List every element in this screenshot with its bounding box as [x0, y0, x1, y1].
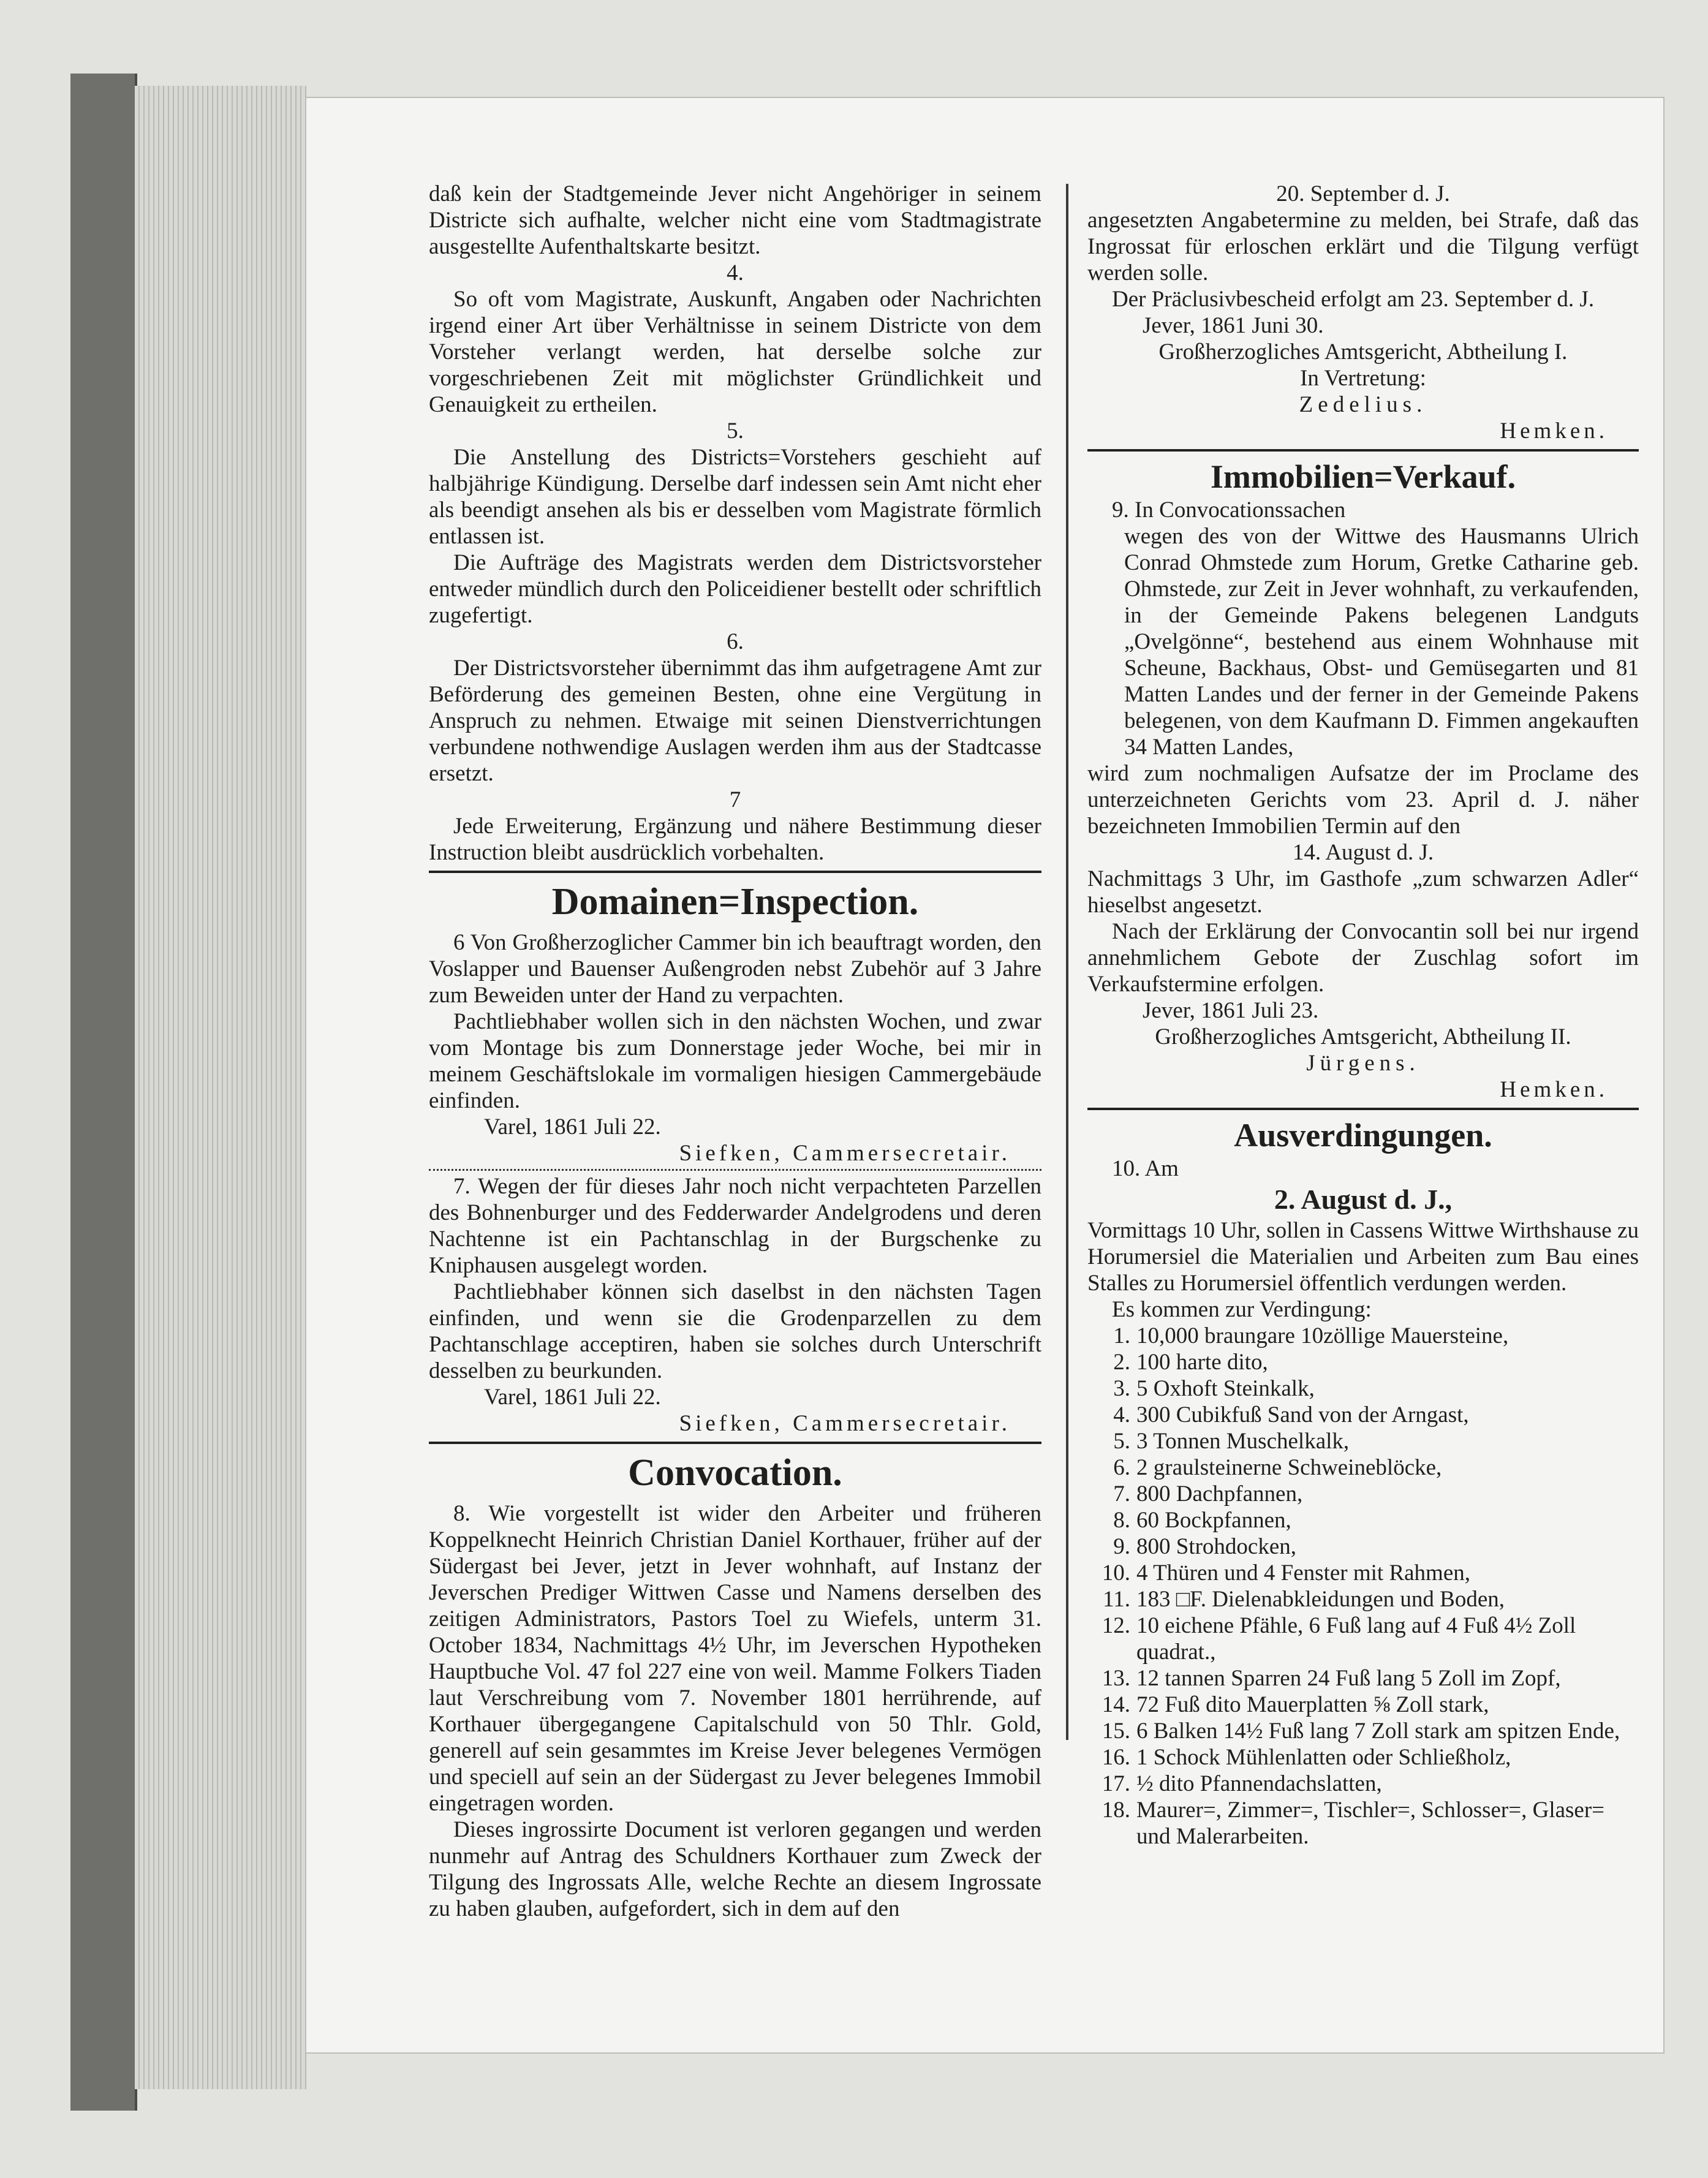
paragraph: angesetzten Angabetermine zu melden, bei Strafe, daß das Ingrossat für erloschen erklärt und die Tilgung verfügt werden solle.: [1087, 208, 1639, 285]
list-item: [1087, 1797, 1639, 1850]
item-text: ½ dito Pfannendachslatten,: [1136, 1771, 1382, 1796]
page-edges: [135, 86, 306, 2089]
item-text: 4 Thüren und 4 Fenster mit Rahmen,: [1136, 1560, 1470, 1586]
paragraph: 9. In Convocationssachen: [1112, 497, 1346, 523]
representation-note: In Vertretung:: [1300, 366, 1426, 391]
list-item: [1087, 1402, 1639, 1428]
list-item: [1087, 1533, 1639, 1560]
paragraph: Pachtliebhaber können sich daselbst in den nächsten Tagen einfinden, und wenn sie die Grodenparzellen zu dem Pachtanschlage acceptiren, haben sie solches durch Unterschrift desselben zu beurkunden.: [429, 1279, 1041, 1383]
place-date: Varel, 1861 Juli 22.: [484, 1114, 661, 1140]
list-item: [1087, 1507, 1639, 1533]
item-number: 12.: [1102, 1613, 1130, 1638]
section-rule: [1087, 449, 1639, 452]
paragraph: 7. Wegen der für dieses Jahr noch nicht verpachteten Parzellen des Bohnenburger und des Fedderwarder Andelgrodens und deren Nachtenne ist ein Pachtanschlag in der Burgschenke zu Kniphausen ausgelegt worden.: [429, 1174, 1041, 1278]
item-number: 10.: [1102, 1560, 1130, 1586]
item-number: 1.: [1113, 1323, 1130, 1348]
item-text: 183 □F. Dielenabkleidungen und Boden,: [1136, 1587, 1505, 1612]
column-divider: [1066, 184, 1068, 1740]
item-number: 2.: [1113, 1350, 1130, 1375]
dotted-rule: [429, 1169, 1041, 1171]
paragraph: Vormittags 10 Uhr, sollen in Cassens Wittwe Wirthshause zu Horumersiel die Materialien und Arbeiten zum Bau eines Stalles zu Horumersiel öffentlich verdungen werden.: [1087, 1218, 1639, 1296]
place-date: Jever, 1861 Juli 23.: [1143, 998, 1319, 1023]
list-item: [1087, 1323, 1639, 1349]
section-number: 6.: [727, 629, 744, 654]
place-date: Jever, 1861 Juni 30.: [1143, 313, 1324, 338]
list-item: [1087, 1560, 1639, 1586]
item-text: 2 graulsteinerne Schweineblöcke,: [1136, 1455, 1442, 1480]
paragraph: Es kommen zur Verdingung:: [1112, 1297, 1372, 1322]
item-text: 300 Cubikfuß Sand von der Arngast,: [1136, 1402, 1469, 1427]
list-item: [1087, 1692, 1639, 1718]
item-number: 5.: [1113, 1429, 1130, 1454]
list-item: [1087, 1771, 1639, 1797]
section-heading: Domainen=Inspection.: [551, 881, 919, 923]
item-number: 17.: [1102, 1771, 1130, 1796]
item-text: 800 Dachpfannen,: [1136, 1481, 1303, 1507]
left-column: [429, 181, 1041, 1922]
list-item: [1087, 1613, 1639, 1665]
term-date: 20. September d. J.: [1276, 181, 1450, 206]
item-number: 8.: [1113, 1508, 1130, 1533]
right-column: [1087, 181, 1639, 1850]
paragraph: Die Aufträge des Magistrats werden dem Districtsvorsteher entweder mündlich durch den Policeidiener bestellt oder schriftlich zugefertigt.: [429, 550, 1041, 628]
item-number: 18.: [1102, 1798, 1130, 1823]
section-rule: [1087, 1108, 1639, 1110]
place-date: Varel, 1861 Juli 22.: [484, 1385, 661, 1410]
paragraph: Nachmittags 3 Uhr, im Gasthofe „zum schwarzen Adler“ hieselbst angesetzt.: [1087, 866, 1639, 918]
item-number: 4.: [1113, 1402, 1130, 1427]
list-item: [1087, 1428, 1639, 1454]
paragraph: Die Anstellung des Districts=Vorstehers geschieht auf halbjährige Kündigung. Derselbe darf indessen sein Amt nicht eher als beendigt ansehen als bis er desselben vom Magistrate förmlich entlassen ist.: [429, 445, 1041, 549]
item-text: 60 Bockpfannen,: [1136, 1508, 1291, 1533]
signature: Jürgens.: [1306, 1051, 1420, 1076]
item-text: 72 Fuß dito Mauerplatten ⅝ Zoll stark,: [1136, 1692, 1489, 1717]
paragraph: 6 Von Großherzoglicher Cammer bin ich beauftragt worden, den Voslapper und Bauenser Außengroden nebst Zubehör auf 3 Jahre zum Beweiden unter der Hand zu verpachten.: [429, 930, 1041, 1008]
item-list: [1087, 1323, 1639, 1850]
signature: Hemken.: [1500, 418, 1608, 444]
paragraph: Pachtliebhaber wollen sich in den nächsten Wochen, und zwar vom Montage bis zum Donnerstage jeder Woche, bei mir in meinem Geschäftslokale im vormaligen hiesigen Cammergebäude einfinden.: [429, 1009, 1041, 1113]
item-text: 1 Schock Mühlenlatten oder Schließholz,: [1136, 1745, 1511, 1770]
item-text: 6 Balken 14½ Fuß lang 7 Zoll stark am spitzen Ende,: [1136, 1719, 1620, 1744]
item-number: 6.: [1113, 1455, 1130, 1480]
item-number: 13.: [1102, 1666, 1130, 1691]
item-number: 9.: [1113, 1534, 1130, 1559]
signature: Hemken.: [1500, 1077, 1608, 1102]
item-text: 10 eichene Pfähle, 6 Fuß lang auf 4 Fuß 4½ Zoll quadrat.,: [1136, 1613, 1576, 1665]
term-date: 14. August d. J.: [1292, 840, 1434, 865]
item-number: 7.: [1113, 1481, 1130, 1507]
list-item: [1087, 1744, 1639, 1771]
paragraph: 8. Wie vorgestellt ist wider den Arbeiter und früheren Koppelknecht Heinrich Christian Daniel Korthauer, früher auf der Südergast bei Jever, jetzt in Jever wohnhaft, auf Instanz der Jeverschen Prediger Wittwen Casse und Namens derselben des zeitigen Administrators, Pastors Toel zu Wiefels, unterm 31. October 1834, Nachmittags 4½ Uhr, im Jeverschen Hypotheken Hauptbuche Vol. 47 fol 227 eine von weil. Mamme Folkers Tiaden laut Verschreibung vom 7. November 1801 herrührende, auf Korthauer übergegangene Capitalschuld von 50 Thlr. Gold, generell auf sein gesammtes im Kreise Jever belegenes Vermögen und speciell auf sein an der Südergast zu Jever belegenes Immobil eingetragen worden.: [429, 1501, 1041, 1816]
section-heading: Immobilien=Verkauf.: [1210, 458, 1516, 495]
item-number: 16.: [1102, 1745, 1130, 1770]
list-item: [1087, 1718, 1639, 1744]
section-number: 5.: [727, 418, 744, 444]
paragraph: wegen des von der Wittwe des Hausmanns Ulrich Conrad Ohmstede zum Horum, Gretke Catharine geb. Ohmstede, zur Zeit in Jever wohnhaft, zu verkaufenden, in der Gemeinde Pakens belegenen Landguts „Ovelgönne“, bestehend aus einem Wohnhause mit Scheune, Backhaus, Obst- und Gemüsegarten und 81 Matten Landes und der ferner in der Gemeinde Pakens belegenen, von dem Kaufmann D. Fimmen angekauften 34 Matten Landes,: [1124, 524, 1639, 760]
item-number: 3.: [1113, 1376, 1130, 1401]
item-text: 800 Strohdocken,: [1136, 1534, 1297, 1559]
item-text: 12 tannen Sparren 24 Fuß lang 5 Zoll im Zopf,: [1136, 1666, 1561, 1691]
item-text: 10,000 braungare 10zöllige Mauersteine,: [1136, 1323, 1509, 1348]
term-date: 2. August d. J.,: [1274, 1184, 1453, 1215]
court-name: Großherzogliches Amtsgericht, Abtheilung I.: [1158, 339, 1568, 365]
section-number: 4.: [727, 260, 744, 285]
paragraph: Der Präclusivbescheid erfolgt am 23. September d. J.: [1112, 287, 1595, 312]
paragraph: Nach der Erklärung der Convocantin soll bei nur irgend annehmlichem Gebote der Zuschlag sofort im Verkaufstermine erfolgen.: [1087, 919, 1639, 997]
court-name: Großherzogliches Amtsgericht, Abtheilung II.: [1155, 1024, 1571, 1049]
list-item: [1087, 1454, 1639, 1481]
signature: Siefken, Cammersecretair.: [679, 1411, 1011, 1436]
item-number: 14.: [1102, 1692, 1130, 1717]
list-item: [1087, 1665, 1639, 1692]
section-number: 7: [729, 787, 741, 812]
item-number: 15.: [1102, 1719, 1130, 1744]
item-number: 11.: [1103, 1587, 1130, 1612]
paragraph: 10. Am: [1112, 1156, 1179, 1181]
section-rule: [429, 871, 1041, 873]
section-heading: Ausverdingungen.: [1234, 1117, 1492, 1154]
item-text: 5 Oxhoft Steinkalk,: [1136, 1376, 1315, 1401]
book-binding: [70, 74, 137, 2111]
paragraph: Der Districtsvorsteher übernimmt das ihm aufgetragene Amt zur Beförderung des gemeinen Besten, ohne eine Vergütung in Anspruch zu nehmen. Etwaige mit seinen Dienstverrichtungen verbundene nothwendige Auslagen werden ihm aus der Stadtcasse ersetzt.: [429, 656, 1041, 786]
paragraph: daß kein der Stadtgemeinde Jever nicht Angehöriger in seinem Districte sich aufhalte, welcher nicht eine vom Stadtmagistrate ausgestellte Aufenthaltskarte besitzt.: [429, 181, 1041, 259]
list-item: [1087, 1349, 1639, 1375]
item-text: Maurer=, Zimmer=, Tischler=, Schlosser=, Glaser= und Malerarbeiten.: [1136, 1798, 1605, 1849]
item-text: 100 harte dito,: [1136, 1350, 1268, 1375]
section-heading: Convocation.: [628, 1452, 842, 1494]
list-item: [1087, 1586, 1639, 1613]
list-item: [1087, 1375, 1639, 1402]
paragraph: Jede Erweiterung, Ergänzung und nähere Bestimmung dieser Instruction bleibt ausdrücklich vorbehalten.: [429, 814, 1041, 865]
paragraph: Dieses ingrossirte Document ist verloren gegangen und werden nunmehr auf Antrag des Schuldners Korthauer zum Zweck der Tilgung des Ingrossats Alle, welche Rechte an diesem Ingrossate zu haben glauben, aufgefordert, sich in dem auf den: [429, 1817, 1041, 1921]
list-item: [1087, 1481, 1639, 1507]
paragraph: So oft vom Magistrate, Auskunft, Angaben oder Nachrichten irgend einer Art über Verhältnisse in seinem Districte von dem Vorsteher verlangt werden, hat derselbe solche zur vorgeschriebenen Zeit mit möglichster Gründlichkeit und Genauigkeit zu ertheilen.: [429, 287, 1041, 417]
paragraph: wird zum nochmaligen Aufsatze der im Proclame des unterzeichneten Gerichts vom 23. April d. J. näher bezeichneten Immobilien Termin auf den: [1087, 761, 1639, 839]
item-text: 3 Tonnen Muschelkalk,: [1136, 1429, 1350, 1454]
section-rule: [429, 1442, 1041, 1444]
signature: Siefken, Cammersecretair.: [679, 1141, 1011, 1166]
signature: Zedelius.: [1299, 392, 1427, 417]
